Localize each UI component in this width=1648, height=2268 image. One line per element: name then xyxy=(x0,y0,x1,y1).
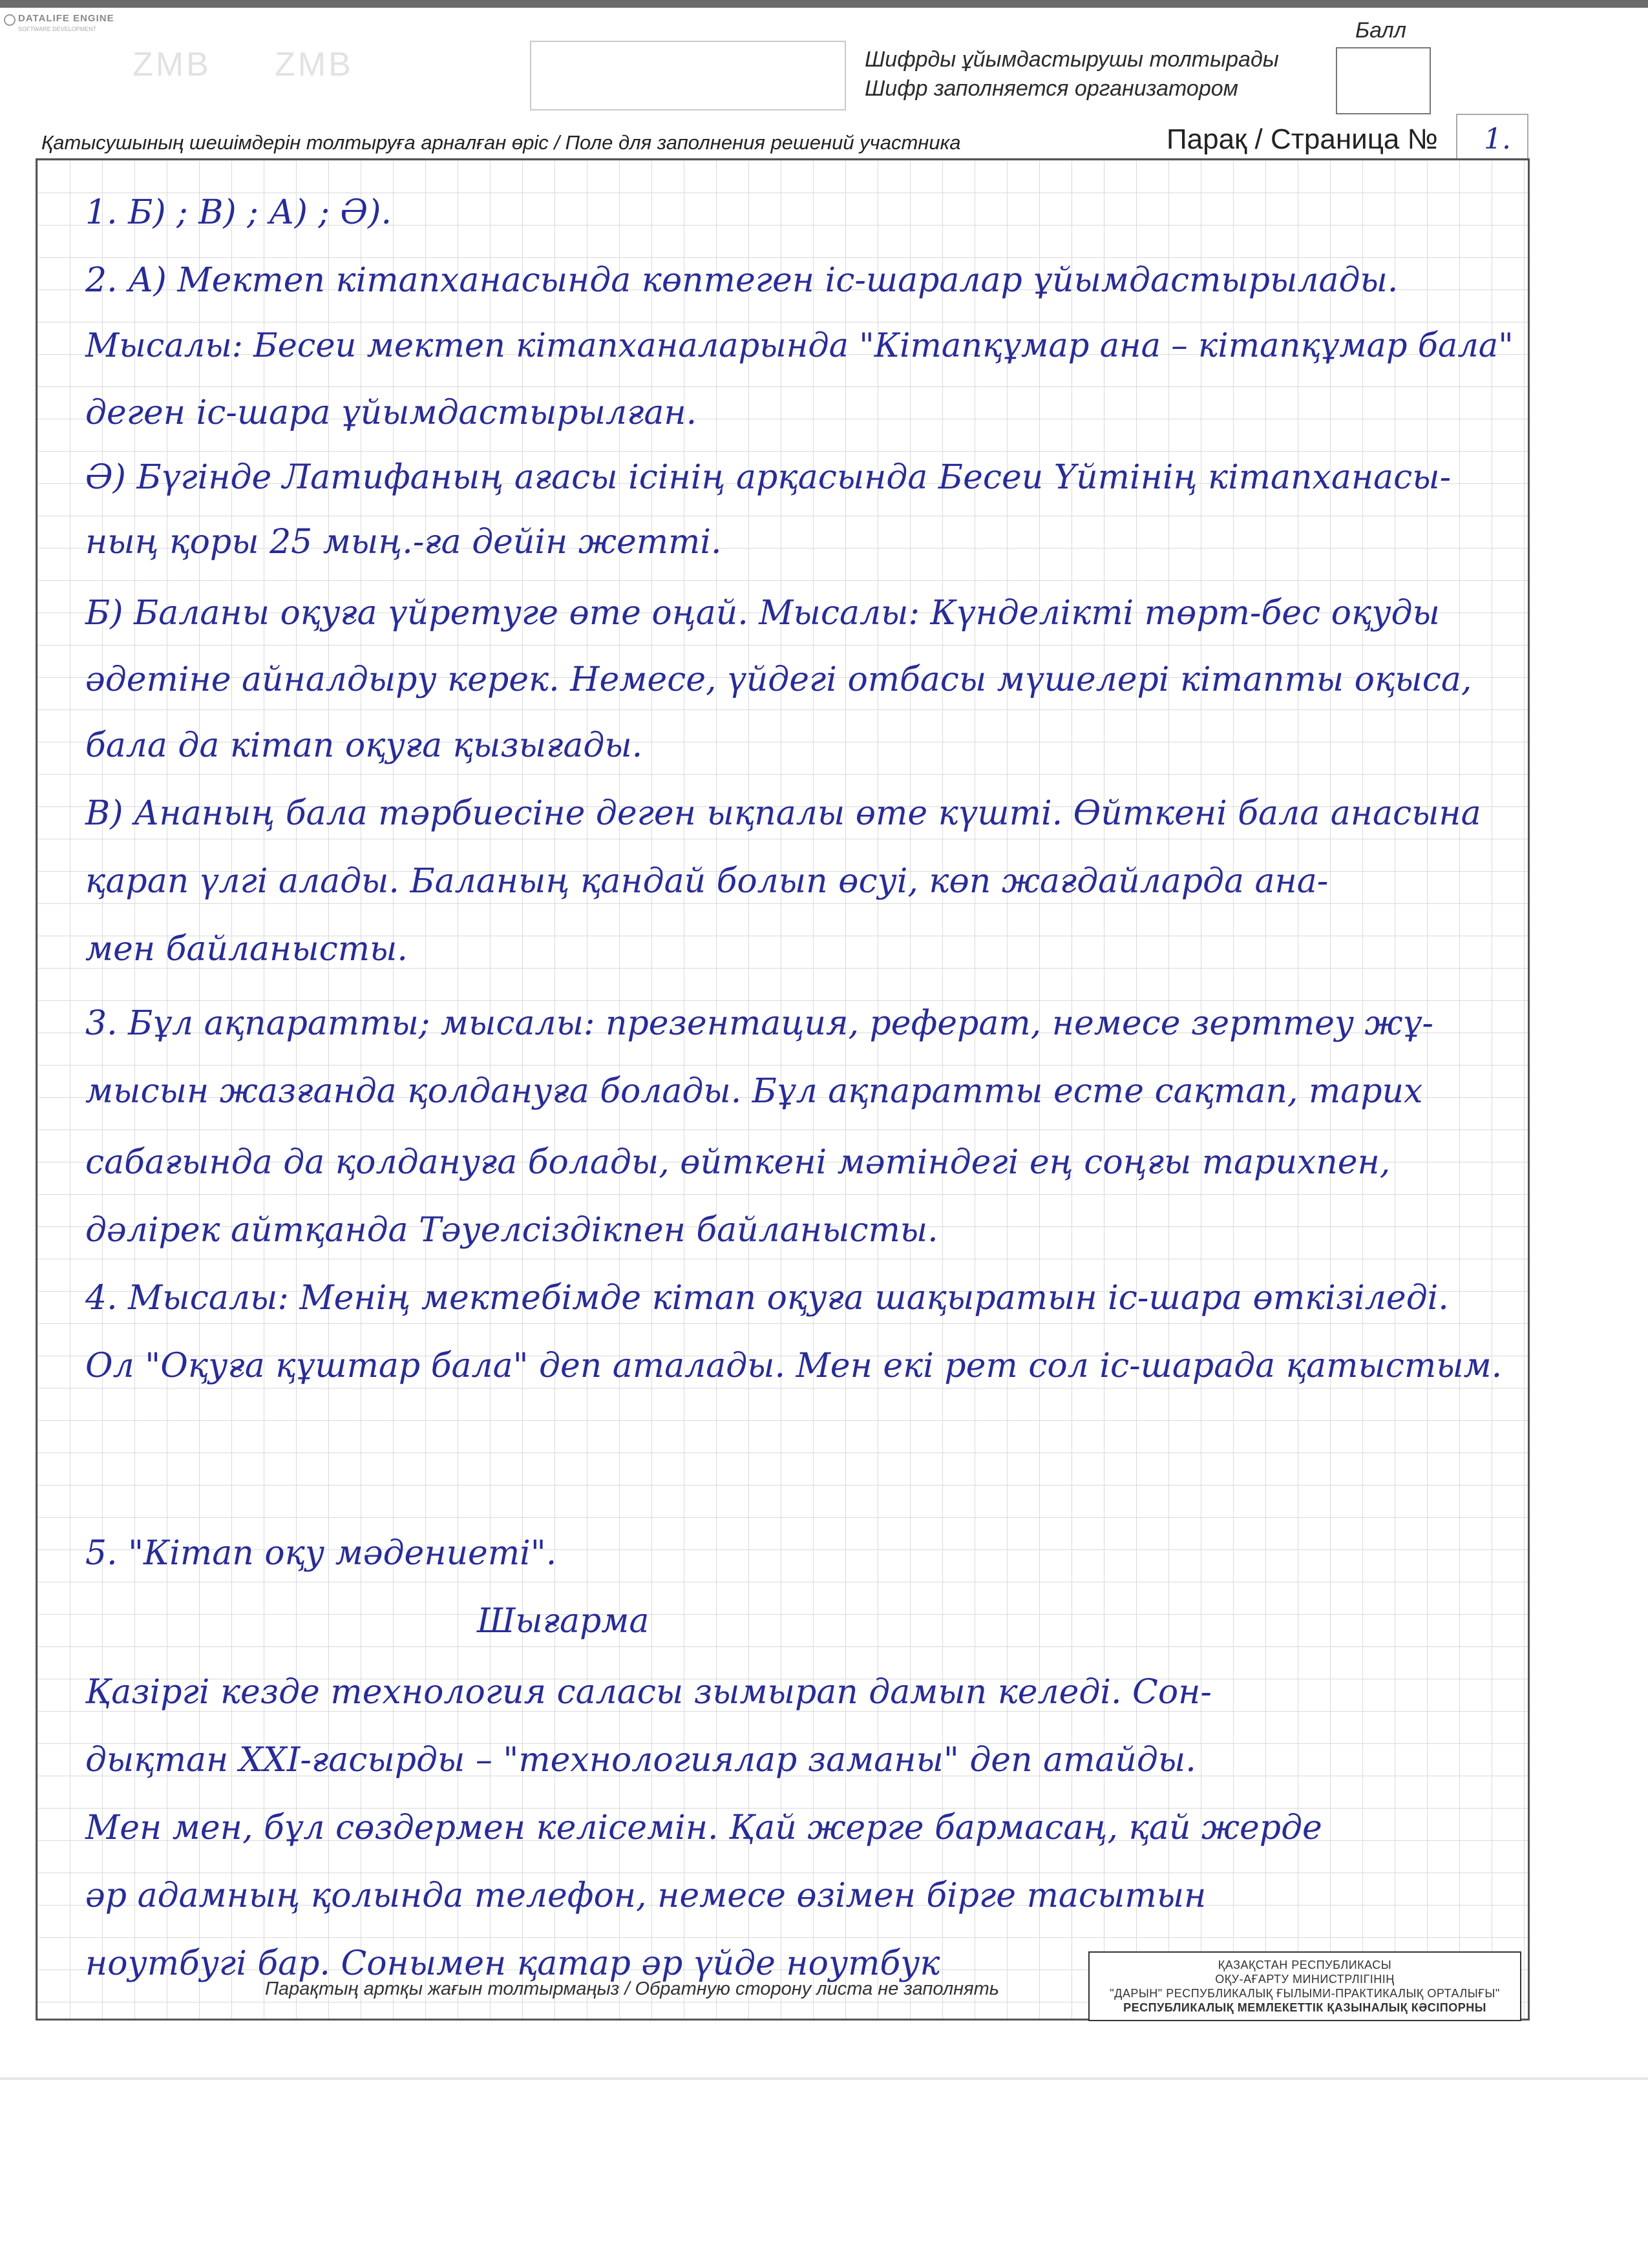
handwritten-line: дәлірек айтқанда Тәуелсіздікпен байланысты. xyxy=(85,1211,938,1250)
stamp-line: "ДАРЫН" РЕСПУБЛИКАЛЫҚ ҒЫЛЫМИ-ПРАКТИКАЛЫҚ ОРТАЛЫҒЫ" xyxy=(1110,1987,1500,2000)
handwritten-line: ның қоры 25 мың.-ға дейін жетті. xyxy=(85,523,722,562)
handwritten-line: мен байланысты. xyxy=(85,930,408,969)
handwritten-line: 4. Мысалы: Менің мектебімде кітап оқуға шақыратын іс-шара өткізіледі. xyxy=(85,1279,1449,1318)
handwritten-line: 3. Бұл ақпаратты; мысалы: презентация, реферат, немесе зерттеу жұ- xyxy=(85,1004,1433,1043)
stamp-line: РЕСПУБЛИКАЛЫҚ МЕМЛЕКЕТТІК ҚАЗЫНАЛЫҚ КӘСІПОРНЫ xyxy=(1123,2001,1486,2014)
watermark-zmb-1: ZMB xyxy=(132,46,211,83)
handwritten-line: 2. А) Мектеп кітапханасында көптеген іс-шаралар ұйымдастырылады. xyxy=(85,261,1399,300)
handwritten-line: В) Ананың бала тәрбиесіне деген ықпалы өте күшті. Өйткені бала анасына xyxy=(85,794,1481,833)
handwritten-line: Б) Баланы оқуға үйретуге өте оңай. Мысалы: Күнделікті төрт-бес оқуды xyxy=(85,594,1440,633)
watermark-zmb-2: ZMB xyxy=(275,46,354,83)
organization-stamp xyxy=(1088,1951,1521,2021)
handwritten-line: сабағында да қолдануға болады, өйткені мәтіндегі ең соңғы тарихпен, xyxy=(85,1143,1391,1182)
essay-title: Шығарма xyxy=(477,1602,650,1641)
answer-field-label: Қатысушының шешімдерін толтыруға арналған өріс / Поле для заполнения решений участника xyxy=(41,131,961,154)
logo-mark-icon xyxy=(4,14,16,26)
handwritten-line: Мен мен, бұл сөздермен келісемін. Қай жерге бармасаң, қай жерде xyxy=(85,1809,1322,1847)
handwritten-line: деген іс-шара ұйымдастырылған. xyxy=(85,394,697,432)
handwritten-line: дықтан XXI-ғасырды – "технологиялар заманы" деп атайды. xyxy=(85,1741,1196,1780)
stamp-line: ОҚУ-АҒАРТУ МИНИСТРЛІГІНІҢ xyxy=(1215,1973,1395,1986)
handwritten-line: 5. "Кітап оқу мәдениеті". xyxy=(85,1534,557,1573)
stamp-line: ҚАЗАҚСТАН РЕСПУБЛИКАСЫ xyxy=(1218,1958,1392,1971)
cipher-box xyxy=(530,41,846,110)
handwritten-line: Мысалы: Бесеи мектеп кітапханаларында "Кітапқұмар ана – кітапқұмар бала" xyxy=(85,327,1514,365)
logo-subtext: SOFTWARE DEVELOPMENT xyxy=(18,26,97,32)
scan-bottom-edge xyxy=(0,2077,1648,2080)
handwritten-line: мысын жазғанда қолдануға болады. Бұл ақпаратты есте сақтап, тарих xyxy=(85,1072,1423,1111)
cipher-note-kz: Шифрды ұйымдастырушы толтырады xyxy=(865,47,1279,72)
handwritten-line: ноутбугі бар. Сонымен қатар әр үйде ноутбук xyxy=(85,1944,940,1983)
scan-top-edge xyxy=(0,0,1648,8)
score-label: Балл xyxy=(1355,18,1407,43)
handwritten-line: әдетіне айналдыру керек. Немесе, үйдегі отбасы мүшелері кітапты оқыса, xyxy=(85,660,1472,699)
handwritten-line: 1. Б) ; В) ; А) ; Ә). xyxy=(85,193,392,232)
page-number-value: 1. xyxy=(1484,123,1511,156)
handwritten-line: Ә) Бүгінде Латифаның ағасы ісінің арқасында Бесеи Үйтінің кітапханасы- xyxy=(85,458,1452,497)
page-number-label: Парақ / Страница № xyxy=(1167,123,1438,155)
handwritten-line: бала да кітап оқуға қызығады. xyxy=(85,726,643,765)
logo-text: DATALIFE ENGINE xyxy=(18,13,114,24)
score-box xyxy=(1336,47,1431,114)
handwritten-line: қарап үлгі алады. Баланың қандай болып өсуі, көп жағдайларда ана- xyxy=(85,862,1329,901)
handwritten-line: Қазіргі кезде технология саласы зымырап дамып келеді. Сон- xyxy=(85,1673,1212,1712)
handwritten-line: Ол "Оқуға құштар бала" деп аталады. Мен екі рет сол іс-шарада қатыстым. xyxy=(85,1347,1503,1385)
handwritten-line: әр адамның қолында телефон, немесе өзімен бірге тасытын xyxy=(85,1876,1207,1915)
datalife-logo xyxy=(4,13,133,39)
answer-grid-sheet xyxy=(36,158,1530,2021)
cipher-note-ru: Шифр заполняется организатором xyxy=(865,76,1238,101)
footer-note: Парақтың артқы жағын толтырмаңыз / Обратную сторону листа не заполнять xyxy=(265,1979,1000,1999)
